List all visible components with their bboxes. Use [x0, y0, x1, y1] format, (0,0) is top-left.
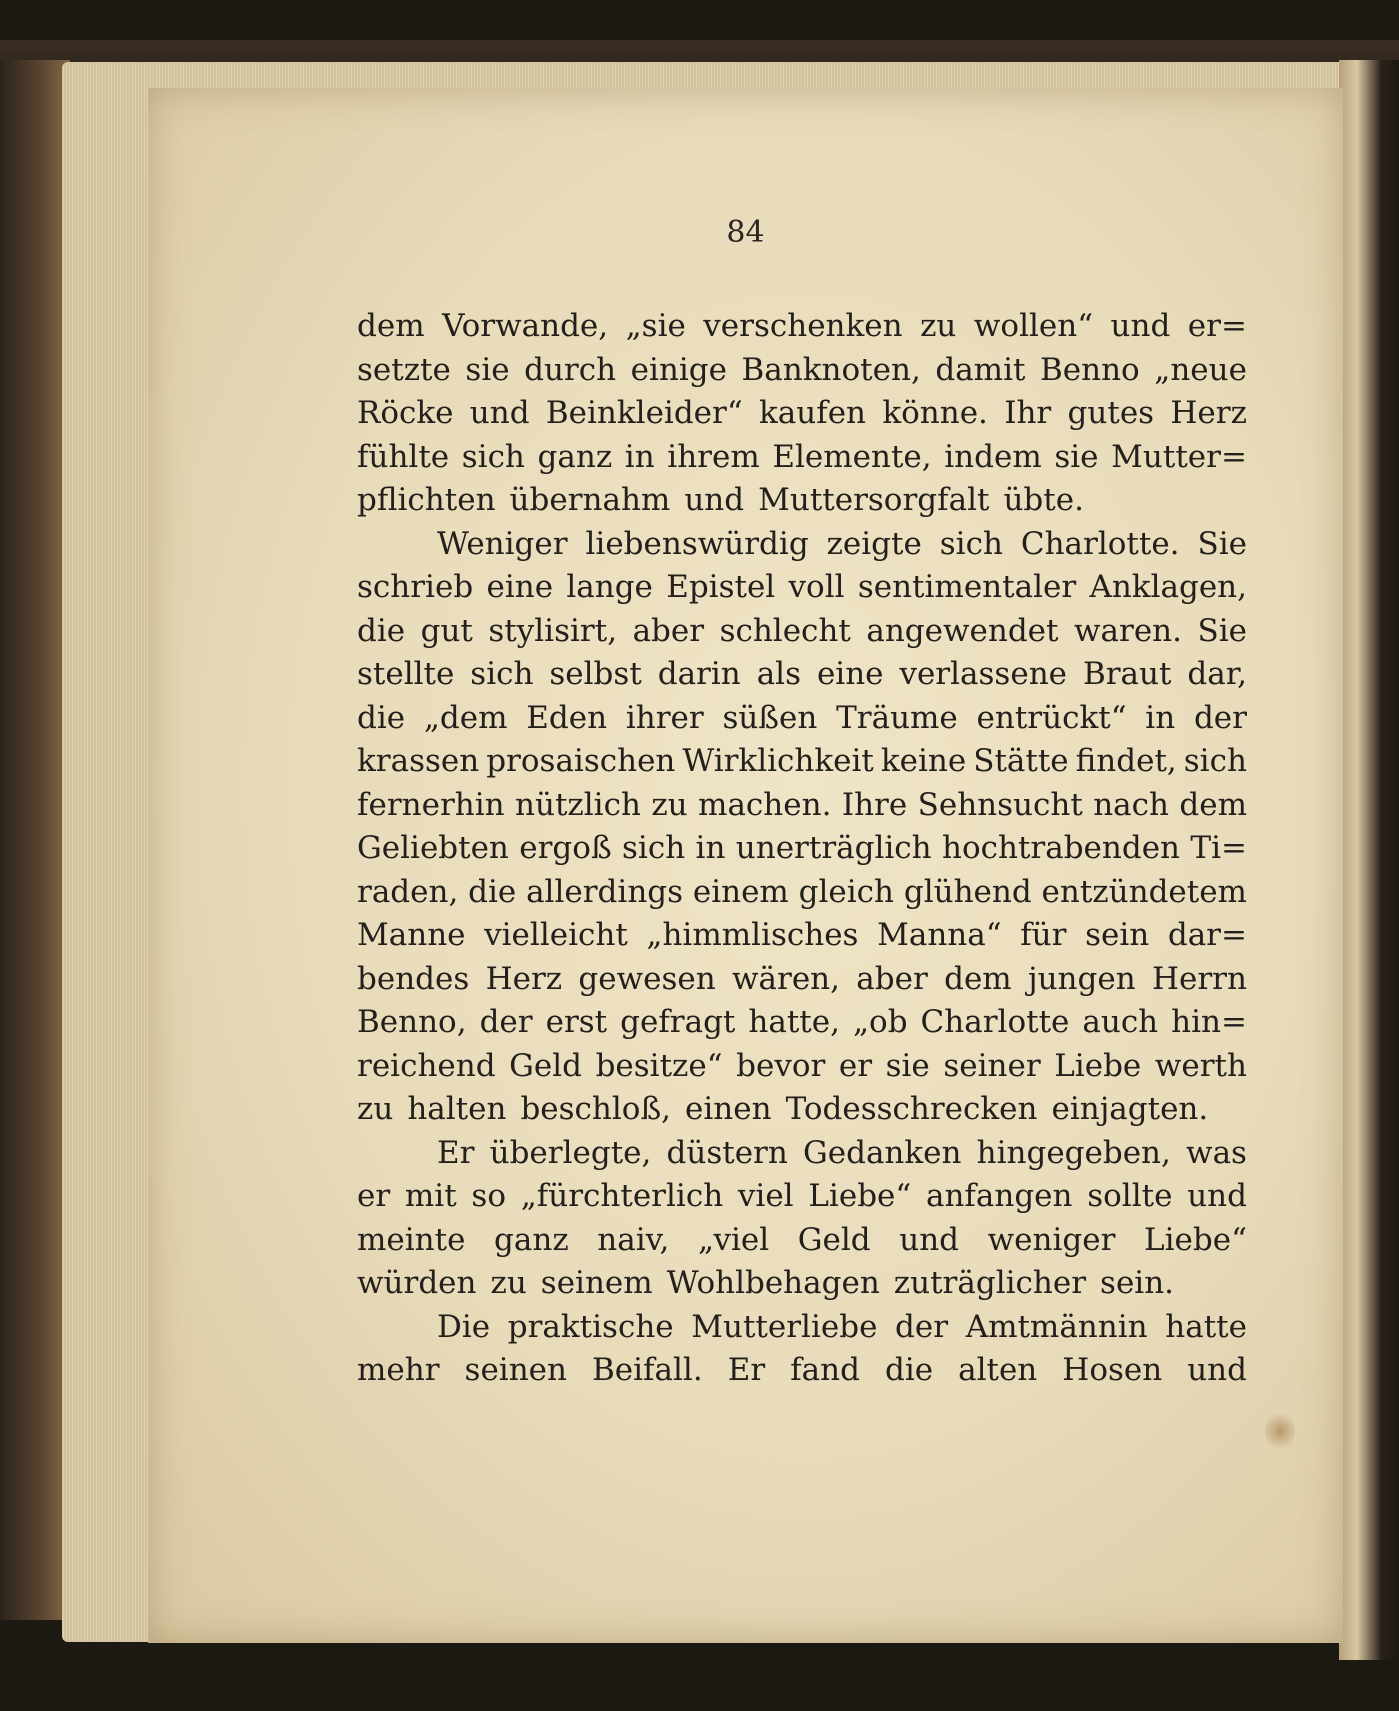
- text-line: Manne vielleicht „himmlisches Manna“ für sein dar=: [357, 917, 1247, 953]
- text-line: Röcke und Beinkleider“ kaufen könne. Ihr gutes Herz: [357, 395, 1247, 431]
- text-line: Benno, der erst gefragt hatte, „ob Charlotte auch hin=: [357, 1004, 1247, 1040]
- text-line: würden zu seinem Wohlbehagen zuträglicher sein.: [357, 1265, 1175, 1301]
- text-line: die gut stylisirt, aber schlecht angewendet waren. Sie: [357, 612, 1247, 649]
- book-cover-left: [0, 60, 70, 1620]
- text-line: pflichten übernahm und Muttersorgfalt übte.: [357, 482, 1084, 518]
- paper-stain: [1265, 1410, 1295, 1452]
- text-line: dem Vorwande, „sie verschenken zu wollen“ und er=: [357, 308, 1247, 344]
- text-line: fernerhin nützlich zu machen. Ihre Sehnsucht nach dem: [357, 786, 1247, 823]
- text-line: Geliebten ergoß sich in unerträglich hochtrabenden Ti=: [357, 830, 1247, 866]
- text-line: schrieb eine lange Epistel voll sentimentaler Anklagen,: [357, 569, 1247, 605]
- text-line: krassen prosaischen Wirklichkeit keine Stätte findet, sich: [357, 743, 1247, 779]
- text-line: stellte sich selbst darin als eine verlassene Braut dar,: [357, 656, 1247, 692]
- text-line: fühlte sich ganz in ihrem Elemente, indem sie Mutter=: [357, 438, 1247, 475]
- text-line: reichend Geld besitze“ bevor er sie seiner Liebe werth: [357, 1047, 1247, 1084]
- text-line: raden, die allerdings einem gleich glühend entzündetem: [357, 873, 1247, 910]
- text-line: Weniger liebenswürdig zeigte sich Charlotte. Sie: [437, 525, 1247, 562]
- book-gutter: [1339, 60, 1399, 1660]
- text-line: mehr seinen Beifall. Er fand die alten Hosen und: [357, 1352, 1247, 1388]
- text-block: [357, 305, 1247, 1393]
- text-line: er mit so „fürchterlich viel Liebe“ anfangen sollte und: [357, 1178, 1247, 1214]
- text-line: setzte sie durch einige Banknoten, damit Benno „neue: [357, 351, 1247, 388]
- text-line: meinte ganz naiv, „viel Geld und weniger Liebe“: [357, 1221, 1247, 1258]
- page-number: 84: [726, 215, 765, 250]
- text-line: bendes Herz gewesen wären, aber dem jungen Herrn: [357, 960, 1247, 997]
- text-line: Die praktische Mutterliebe der Amtmännin hatte: [437, 1308, 1247, 1345]
- text-line: die „dem Eden ihrer süßen Träume entrückt“ in der: [357, 699, 1247, 736]
- text-line: zu halten beschloß, einen Todesschrecken einjagten.: [357, 1091, 1209, 1127]
- text-line: Er überlegte, düstern Gedanken hingegeben, was: [437, 1134, 1247, 1171]
